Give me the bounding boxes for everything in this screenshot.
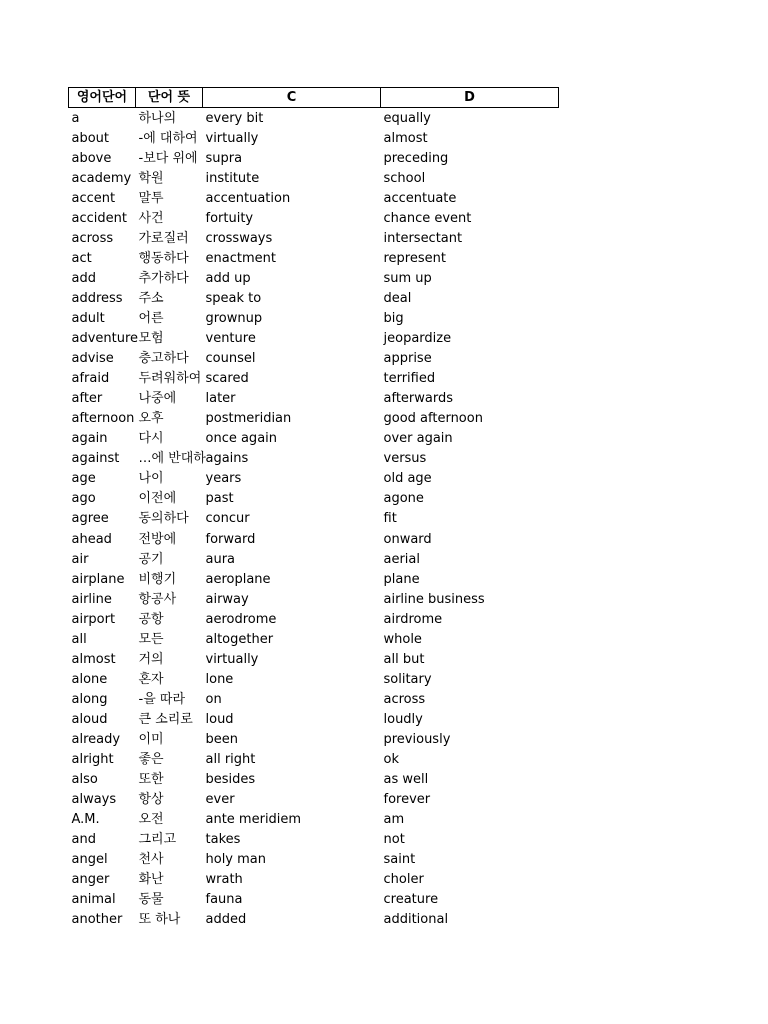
synonym-d-cell: big [383, 310, 404, 326]
english-word-cell: add [71, 270, 96, 286]
synonym-d-cell: school [383, 170, 426, 186]
english-word-cell: advise [71, 351, 114, 367]
synonym-c-cell: on [205, 691, 222, 707]
english-word-cell: angel [71, 852, 108, 868]
english-word-cell: another [71, 912, 123, 928]
synonym-c-cell: besides [205, 772, 256, 788]
synonym-c-cell: counsel [205, 351, 256, 367]
meaning-cell: 큰 소리로 [138, 711, 193, 727]
synonym-d-cell: saint [383, 852, 416, 868]
table-row [69, 489, 559, 509]
table-row [69, 148, 559, 168]
synonym-d-cell: good afternoon [383, 411, 483, 427]
table-row [69, 469, 559, 489]
table-row [69, 308, 559, 328]
synonym-d-cell: whole [383, 631, 422, 647]
synonym-d-cell: afterwards [383, 391, 453, 407]
synonym-c-cell: past [205, 491, 234, 507]
synonym-d-cell: sum up [383, 270, 432, 286]
meaning-cell: 전방에 [138, 531, 177, 547]
synonym-d-cell: deal [383, 290, 412, 306]
meaning-cell: 천사 [138, 852, 164, 868]
synonym-c-cell: every bit [205, 110, 264, 126]
synonym-d-cell: over again [383, 431, 453, 447]
table-row [69, 609, 559, 629]
meaning-cell: -보다 위에 [138, 150, 198, 166]
meaning-cell: …에 반대하 [138, 451, 206, 467]
meaning-cell: 좋은 [138, 752, 164, 768]
synonym-d-cell: terrified [383, 371, 436, 387]
synonym-d-cell: airdrome [383, 611, 443, 627]
table-row [69, 288, 559, 308]
synonym-c-cell: agains [205, 451, 249, 467]
table-row [69, 770, 559, 790]
synonym-c-cell: enactment [205, 250, 276, 266]
english-word-cell: accent [71, 190, 116, 206]
table-header [69, 88, 559, 108]
english-word-cell: alright [71, 752, 114, 768]
meaning-cell: 또 하나 [138, 912, 181, 928]
synonym-c-cell: been [205, 731, 238, 747]
english-word-cell: A.M. [71, 812, 100, 828]
english-word-cell: alone [71, 671, 108, 687]
meaning-cell: 주소 [138, 290, 164, 306]
meaning-cell: 추가하다 [138, 270, 189, 286]
english-word-cell: all [71, 631, 87, 647]
synonym-c-cell: wrath [205, 872, 243, 888]
synonym-d-cell: previously [383, 731, 451, 747]
meaning-cell: 모험 [138, 331, 164, 347]
english-word-cell: airline [71, 591, 112, 607]
table-row [69, 248, 559, 268]
english-word-cell: afraid [71, 371, 110, 387]
table-row [69, 729, 559, 749]
table-row [69, 850, 559, 870]
english-word-cell: act [71, 250, 92, 266]
meaning-cell: 행동하다 [138, 250, 189, 266]
table-row [69, 569, 559, 589]
meaning-cell: 공기 [138, 551, 164, 567]
english-word-cell: agree [71, 511, 109, 527]
synonym-d-cell: preceding [383, 150, 449, 166]
english-word-cell: above [71, 150, 112, 166]
table-row [69, 830, 559, 850]
table-row [69, 689, 559, 709]
table-row [69, 369, 559, 389]
synonym-c-cell: lone [205, 671, 234, 687]
synonym-c-cell: scared [205, 371, 249, 387]
vocabulary-table [68, 87, 559, 930]
table-row [69, 669, 559, 689]
english-word-cell: airplane [71, 571, 125, 587]
meaning-cell: 나이 [138, 471, 164, 487]
synonym-d-cell: apprise [383, 351, 432, 367]
table-row [69, 810, 559, 830]
english-word-cell: after [71, 391, 103, 407]
synonym-c-cell: venture [205, 331, 256, 347]
synonym-c-cell: institute [205, 170, 260, 186]
meaning-cell: 또한 [138, 772, 164, 788]
table-row [69, 890, 559, 910]
english-word-cell: animal [71, 892, 116, 908]
synonym-d-cell: fit [383, 511, 397, 527]
synonym-d-cell: jeopardize [383, 331, 452, 347]
english-word-cell: adventure [71, 331, 139, 347]
meaning-cell: 학원 [138, 170, 164, 186]
synonym-d-cell: agone [383, 491, 424, 507]
english-word-cell: about [71, 130, 110, 146]
table-row [69, 589, 559, 609]
synonym-d-cell: old age [383, 471, 432, 487]
english-word-cell: adult [71, 310, 105, 326]
meaning-cell: 거의 [138, 651, 164, 667]
synonym-d-cell: chance event [383, 210, 472, 226]
table-row [69, 429, 559, 449]
meaning-cell: 이미 [138, 731, 164, 747]
header-row [69, 88, 559, 108]
synonym-c-cell: accentuation [205, 190, 291, 206]
synonym-c-cell: concur [205, 511, 250, 527]
english-word-cell: air [71, 551, 89, 567]
meaning-cell: 항상 [138, 792, 164, 808]
header-column-c: C [203, 88, 381, 108]
english-word-cell: always [71, 792, 117, 808]
synonym-d-cell: almost [383, 130, 428, 146]
synonym-c-cell: aerodrome [205, 611, 277, 627]
table-row [69, 449, 559, 469]
english-word-cell: address [71, 290, 123, 306]
meaning-cell: -을 따라 [138, 691, 185, 707]
english-word-cell: also [71, 772, 98, 788]
synonym-d-cell: forever [383, 792, 431, 808]
meaning-cell: 하나의 [138, 110, 177, 126]
meaning-cell: 어른 [138, 310, 164, 326]
meaning-cell: 항공사 [138, 591, 177, 607]
header-word-meaning: 단어 뜻 [136, 88, 203, 108]
synonym-d-cell: onward [383, 531, 432, 547]
synonym-c-cell: ante meridiem [205, 812, 302, 828]
synonym-d-cell: versus [383, 451, 427, 467]
synonym-d-cell: additional [383, 912, 449, 928]
english-word-cell: afternoon [71, 411, 135, 427]
english-word-cell: against [71, 451, 120, 467]
table-row [69, 709, 559, 729]
synonym-d-cell: across [383, 691, 426, 707]
meaning-cell: 나중에 [138, 391, 177, 407]
english-word-cell: aloud [71, 711, 108, 727]
synonym-c-cell: supra [205, 150, 243, 166]
english-word-cell: again [71, 431, 108, 447]
english-word-cell: almost [71, 651, 116, 667]
table-row [69, 108, 559, 129]
meaning-cell: 사건 [138, 210, 164, 226]
english-word-cell: ago [71, 491, 96, 507]
meaning-cell: 말투 [138, 190, 164, 206]
synonym-c-cell: fauna [205, 892, 243, 908]
table-row [69, 870, 559, 890]
meaning-cell: 동물 [138, 892, 164, 908]
meaning-cell: 비행기 [138, 571, 177, 587]
english-word-cell: age [71, 471, 96, 487]
synonym-c-cell: altogether [205, 631, 274, 647]
table-row [69, 509, 559, 529]
synonym-c-cell: takes [205, 832, 241, 848]
english-word-cell: along [71, 691, 108, 707]
meaning-cell: 혼자 [138, 671, 164, 687]
synonym-d-cell: loudly [383, 711, 423, 727]
table-row [69, 329, 559, 349]
english-word-cell: academy [71, 170, 132, 186]
table-row [69, 549, 559, 569]
synonym-d-cell: creature [383, 892, 439, 908]
meaning-cell: 오후 [138, 411, 164, 427]
table-row [69, 389, 559, 409]
english-word-cell: ahead [71, 531, 112, 547]
table-row [69, 409, 559, 429]
meaning-cell: 공항 [138, 611, 164, 627]
table-row [69, 228, 559, 248]
synonym-c-cell: postmeridian [205, 411, 292, 427]
synonym-c-cell: loud [205, 711, 234, 727]
synonym-d-cell: ok [383, 752, 399, 768]
header-english-word: 영어단어 [69, 88, 136, 108]
english-word-cell: accident [71, 210, 127, 226]
english-word-cell: across [71, 230, 114, 246]
synonym-d-cell: aerial [383, 551, 420, 567]
synonym-d-cell: airline business [383, 591, 485, 607]
synonym-c-cell: fortuity [205, 210, 254, 226]
english-word-cell: and [71, 832, 96, 848]
synonym-c-cell: add up [205, 270, 251, 286]
table-row [69, 128, 559, 148]
synonym-c-cell: added [205, 912, 247, 928]
synonym-d-cell: choler [383, 872, 424, 888]
synonym-d-cell: as well [383, 772, 429, 788]
synonym-c-cell: aura [205, 551, 236, 567]
table-row [69, 790, 559, 810]
synonym-c-cell: later [205, 391, 236, 407]
english-word-cell: a [71, 110, 80, 126]
meaning-cell: 동의하다 [138, 511, 189, 527]
synonym-c-cell: forward [205, 531, 256, 547]
table-row [69, 750, 559, 770]
table-row [69, 649, 559, 669]
table-row [69, 168, 559, 188]
meaning-cell: 충고하다 [138, 351, 189, 367]
synonym-c-cell: grownup [205, 310, 263, 326]
table-row [69, 208, 559, 228]
synonym-d-cell: plane [383, 571, 420, 587]
synonym-d-cell: equally [383, 110, 431, 126]
synonym-c-cell: once again [205, 431, 278, 447]
meaning-cell: 가로질러 [138, 230, 189, 246]
synonym-d-cell: accentuate [383, 190, 457, 206]
meaning-cell: 이전에 [138, 491, 177, 507]
synonym-c-cell: holy man [205, 852, 266, 868]
table-row [69, 349, 559, 369]
synonym-d-cell: all but [383, 651, 425, 667]
synonym-d-cell: am [383, 812, 405, 828]
synonym-c-cell: years [205, 471, 242, 487]
english-word-cell: airport [71, 611, 116, 627]
synonym-c-cell: virtually [205, 651, 259, 667]
synonym-c-cell: crossways [205, 230, 273, 246]
synonym-c-cell: airway [205, 591, 249, 607]
synonym-c-cell: virtually [205, 130, 259, 146]
english-word-cell: anger [71, 872, 110, 888]
synonym-c-cell: speak to [205, 290, 262, 306]
header-column-d: D [381, 88, 559, 108]
table-row [69, 188, 559, 208]
table-body [69, 108, 559, 930]
synonym-d-cell: solitary [383, 671, 432, 687]
synonym-d-cell: not [383, 832, 405, 848]
meaning-cell: 다시 [138, 431, 164, 447]
meaning-cell: 그리고 [138, 832, 177, 848]
english-word-cell: already [71, 731, 121, 747]
meaning-cell: 두려워하여 [138, 371, 202, 387]
table-row [69, 629, 559, 649]
meaning-cell: 오전 [138, 812, 164, 828]
meaning-cell: 모든 [138, 631, 164, 647]
synonym-d-cell: intersectant [383, 230, 463, 246]
synonym-c-cell: aeroplane [205, 571, 271, 587]
table-row [69, 268, 559, 288]
meaning-cell: -에 대하여 [138, 130, 198, 146]
table-row [69, 529, 559, 549]
synonym-c-cell: all right [205, 752, 256, 768]
synonym-d-cell: represent [383, 250, 446, 266]
table-row [69, 910, 559, 930]
synonym-c-cell: ever [205, 792, 235, 808]
meaning-cell: 화난 [138, 872, 164, 888]
